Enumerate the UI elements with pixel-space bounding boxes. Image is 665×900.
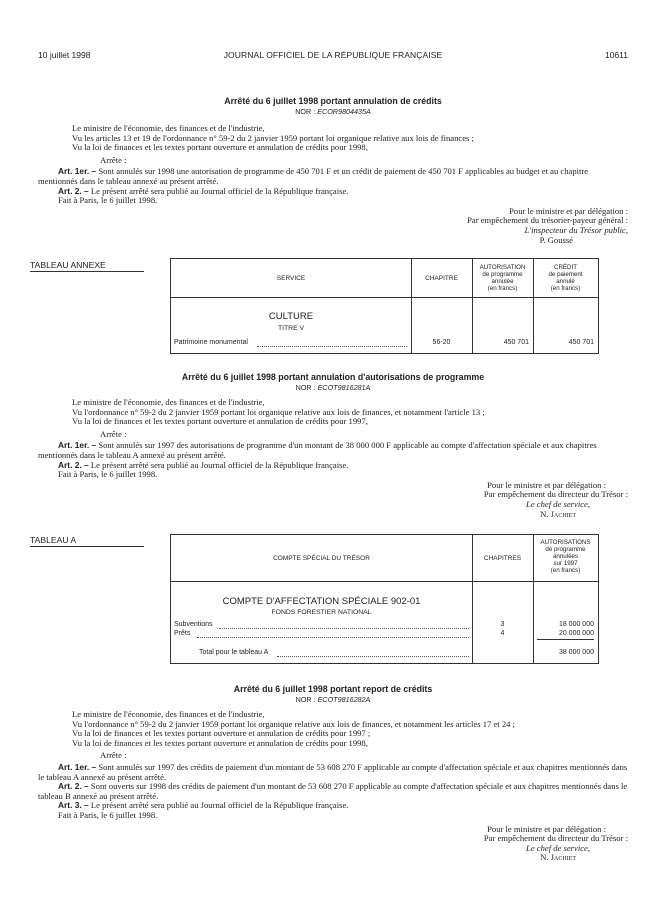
arrete-1-visa-2: Vu les articles 13 et 19 de l'ordonnance n° 59-2 du 2 janvier 1959 portant loi organique relative aux lois de finances ; xyxy=(72,132,474,143)
arrete-3-article-3: Art. 3. – Le présent arrêté sera publié au Journal officiel de la République française. xyxy=(58,800,349,811)
col-compte-special: COMPTE SPÉCIAL DU TRÉSOR xyxy=(273,555,370,562)
arrete-2-article-2: Art. 2. – Le présent arrêté sera publié au Journal officiel de la République française. xyxy=(58,459,349,470)
table-row-label: Prêts xyxy=(174,630,191,637)
header-page-number: 10611 xyxy=(604,50,628,60)
table-row-credit: 450 701 xyxy=(568,339,594,346)
arrete-2-arrete: Arrête : xyxy=(100,428,127,439)
table-row-autorisation: 450 701 xyxy=(503,339,529,346)
tableau-a xyxy=(170,534,599,664)
arrete-1-signature: Pour le ministre et par délégation : Par empêchement du trésorier-payeur général : L'inspecteur du Trésor public, P. Goussé xyxy=(467,205,628,245)
arrete-2-fait: Fait à Paris, le 6 juillet 1998. xyxy=(58,469,158,480)
arrete-1-visa-1: Le ministre de l'économie, des finances et de l'industrie, xyxy=(72,123,265,133)
arrete-1-visa-3: Vu la loi de finances et les textes portant ouverture et annulation de crédits pour 1998, xyxy=(72,142,368,153)
arrete-1-fait: Fait à Paris, le 6 juillet 1998. xyxy=(58,195,158,206)
arrete-3-arrete: Arrête : xyxy=(100,750,127,761)
table-row-chapitre: 4 xyxy=(500,630,505,637)
col-credit: CRÉDIT de paiement annulé (en francs) xyxy=(548,264,583,292)
header-date: 10 juillet 1998 xyxy=(38,50,91,60)
col-chapitre: CHAPITRE xyxy=(425,275,458,282)
table-row-amount: 20 000 000 xyxy=(558,630,594,637)
arrete-3 xyxy=(38,684,628,863)
col-autorisation: AUTORISATION de programme annulée (en francs) xyxy=(479,264,526,292)
arrete-2-visa-3: Vu la loi de finances et les textes portant ouverture et annulation de crédits pour 1997, xyxy=(72,416,368,427)
arrete-3-fait: Fait à Paris, le 6 juillet 1998. xyxy=(58,809,158,820)
arrete-2-signature: Pour le ministre et par délégation : Par empêchement du directeur du Trésor : Le chef de service, N. Jachiet xyxy=(483,479,628,519)
arrete-1-article-2: Art. 2. – Le présent arrêté sera publié au Journal officiel de la République française. xyxy=(58,185,349,196)
section-culture: CULTURE xyxy=(268,311,314,322)
arrete-3-visa-1: Le ministre de l'économie, des finances et de l'industrie, xyxy=(72,709,265,719)
header-journal-title: JOURNAL OFFICIEL DE LA RÉPUBLIQUE FRANÇAISE xyxy=(223,50,443,60)
table-total-amount: 38 000 000 xyxy=(558,649,594,656)
arrete-3-article-1: Art. 1er. – Sont annulés sur 1997 des crédits de paiement d'un montant de 53 608 270 F applicable au compte d'affectation spéciale et aux chapitres mentionnés dans le tableau A annexé au présent arrêté. xyxy=(38,761,628,782)
arrete-1-title: Arrêté du 6 juillet 1998 portant annulation de crédits xyxy=(224,96,442,106)
arrete-3-signature: Pour le ministre et par délégation : Par empêchement du directeur du Trésor : Le chef de service, N. Jachiet xyxy=(483,823,628,863)
arrete-1-nor: NOR : ECOR9804435A xyxy=(295,107,371,116)
arrete-2-article-1: Art. 1er. – Sont annulés sur 1997 des autorisations de programme d'un montant de 38 000 000 F applicable au compte d'affectation spéciale et aux chapitres mentionnés dans le tableau A annexé au présent arrêté. xyxy=(38,440,597,460)
arrete-2-visa-1: Le ministre de l'économie, des finances et de l'industrie, xyxy=(72,397,265,407)
arrete-2-visa-2: Vu l'ordonnance n° 59-2 du 2 janvier 1959 portant loi organique relative aux lois de finances, et notamment l'article 13 ; xyxy=(72,406,485,417)
subsection-fonds-forestier: FONDS FORESTIER NATIONAL xyxy=(271,609,372,616)
section-compte-affectation: COMPTE D'AFFECTATION SPÉCIALE 902-01 xyxy=(222,596,421,607)
col-chapitres: CHAPITRES xyxy=(483,555,522,562)
arrete-2-title: Arrêté du 6 juillet 1998 portant annulation d'autorisations de programme xyxy=(181,372,485,382)
tableau-annexe-label: TABLEAU ANNEXE xyxy=(30,260,144,272)
table-row-chapitre: 3 xyxy=(500,621,505,628)
arrete-3-nor: NOR : ECOT9816282A xyxy=(295,695,371,704)
arrete-3-visa-2: Vu l'ordonnance n° 59-2 du 2 janvier 1959 portant loi organique relative aux lois de finances, et notamment les articles 17 et 24 ; xyxy=(72,718,515,729)
table-row-chapitre: 56-20 xyxy=(432,339,451,346)
col-autorisations: AUTORISATIONS de programme annulées sur 1997 (en francs) xyxy=(540,539,591,574)
col-service: SERVICE xyxy=(276,275,306,282)
arrete-1-arrete: Arrête : xyxy=(100,154,127,165)
arrete-1-article-1: Art. 1er. – Sont annulés sur 1998 une autorisation de programme de 450 701 F et un crédit de paiement de 450 701 F applicables au budget et au chapitre mentionnés dans le tableau annexé au présent arrêté. xyxy=(38,166,589,186)
arrete-3-visa-3: Vu la loi de finances et les textes portant ouverture et annulation de crédits pour 1997 ; xyxy=(72,728,371,739)
arrete-2-nor: NOR : ECOT9816281A xyxy=(295,383,371,392)
table-row-amount: 18 000 000 xyxy=(558,621,594,628)
tableau-annexe xyxy=(170,258,599,354)
table-total-label: Total pour le tableau A xyxy=(199,649,269,656)
arrete-3-article-2: Art. 2. – Sont ouverts sur 1998 des crédits de paiement d'un montant de 53 608 270 F applicable au compte d'affectation spéciale et aux chapitres mentionnés dans le tableau B annexé au présent arrêté. xyxy=(38,781,628,801)
tableau-a-label: TABLEAU A xyxy=(30,535,144,547)
arrete-1 xyxy=(38,96,628,245)
arrete-3-title: Arrêté du 6 juillet 1998 portant report de crédits xyxy=(233,684,433,694)
subsection-titre-v: TITRE V xyxy=(277,325,305,332)
table-row-label: Subventions xyxy=(174,621,213,628)
arrete-3-visa-4: Vu la loi de finances et les textes portant ouverture et annulation de crédits pour 1998, xyxy=(72,737,368,748)
arrete-2 xyxy=(38,372,628,519)
table-row-label: Patrimoine monumental xyxy=(174,339,248,346)
